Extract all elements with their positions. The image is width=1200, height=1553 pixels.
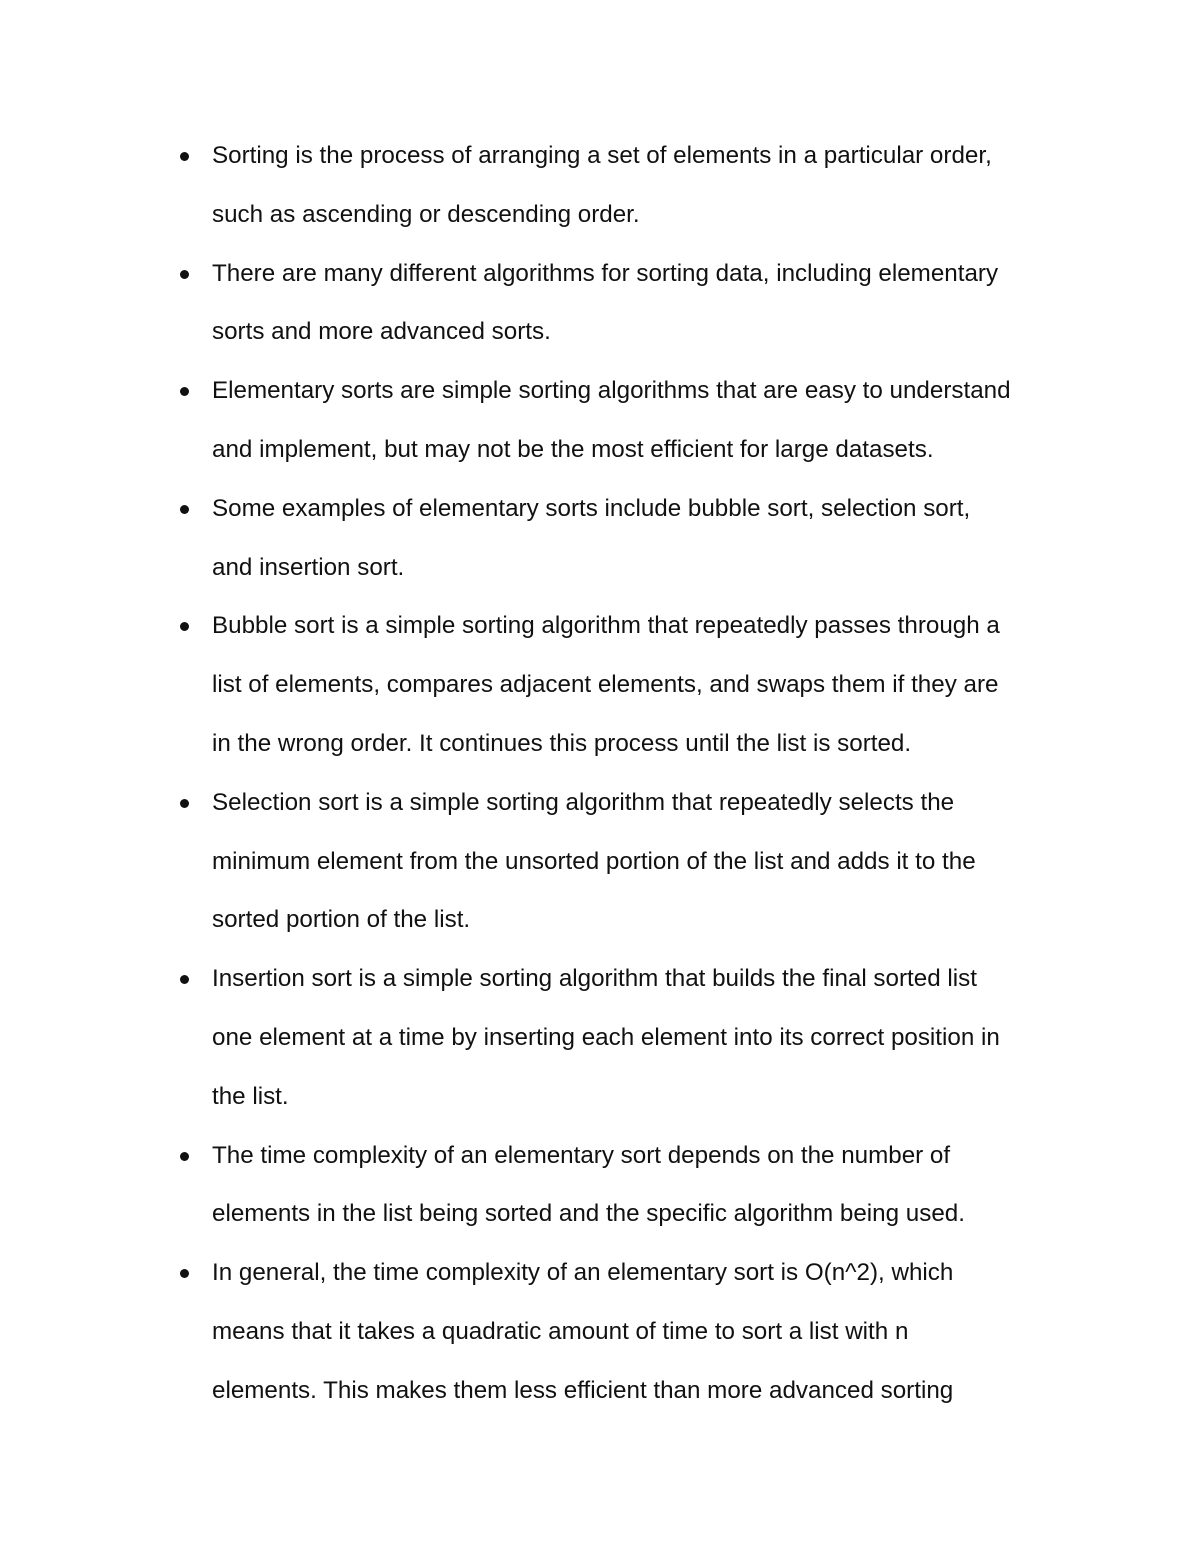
text-line: the list. xyxy=(212,1082,289,1110)
text-line: such as ascending or descending order. xyxy=(212,200,640,228)
bullet-icon xyxy=(180,152,189,161)
text-line: elements in the list being sorted and the specific algorithm being used. xyxy=(212,1200,965,1228)
list-item xyxy=(212,1244,1092,1420)
list-item xyxy=(212,774,1092,950)
bullet-icon xyxy=(180,799,189,808)
text-line: Elementary sorts are simple sorting algorithms that are easy to understand xyxy=(212,377,1011,405)
list-item xyxy=(212,127,1092,245)
text-line: in the wrong order. It continues this process until the list is sorted. xyxy=(212,729,912,757)
text-line: In general, the time complexity of an elementary sort is O(n^2), which xyxy=(212,1259,954,1287)
text-line: Bubble sort is a simple sorting algorithm that repeatedly passes through a xyxy=(212,612,1000,640)
text-line: list of elements, compares adjacent elements, and swaps them if they are xyxy=(212,671,999,699)
text-line: Some examples of elementary sorts include bubble sort, selection sort, xyxy=(212,494,971,522)
text-line: Selection sort is a simple sorting algorithm that repeatedly selects the xyxy=(212,788,955,816)
text-line: sorts and more advanced sorts. xyxy=(212,318,551,346)
bullet-icon xyxy=(180,1152,189,1161)
text-line: one element at a time by inserting each element into its correct position in xyxy=(212,1023,1000,1051)
text-line: means that it takes a quadratic amount of time to sort a list with n xyxy=(212,1317,909,1345)
list-item xyxy=(212,362,1092,480)
text-line: minimum element from the unsorted portion of the list and adds it to the xyxy=(212,847,976,875)
text-line: sorted portion of the list. xyxy=(212,906,471,934)
bullet-icon xyxy=(180,387,189,396)
text-line: There are many different algorithms for sorting data, including elementary xyxy=(212,259,999,287)
list-item xyxy=(212,245,1092,363)
bullet-list xyxy=(212,127,1092,1421)
list-item xyxy=(212,597,1092,773)
text-line: The time complexity of an elementary sort depends on the number of xyxy=(212,1141,951,1169)
list-item xyxy=(212,1127,1092,1245)
bullet-icon xyxy=(180,975,189,984)
bullet-icon xyxy=(180,622,189,631)
text-line: and implement, but may not be the most efficient for large datasets. xyxy=(212,435,934,463)
bullet-icon xyxy=(180,1269,189,1278)
text-line: and insertion sort. xyxy=(212,553,405,581)
bullet-icon xyxy=(180,270,189,279)
bullet-icon xyxy=(180,505,189,514)
text-line: Sorting is the process of arranging a set of elements in a particular order, xyxy=(212,142,992,169)
list-item xyxy=(212,950,1092,1126)
text-line: elements. This makes them less efficient than more advanced sorting xyxy=(212,1376,954,1404)
text-line: Insertion sort is a simple sorting algorithm that builds the final sorted list xyxy=(212,965,977,993)
list-item xyxy=(212,480,1092,598)
